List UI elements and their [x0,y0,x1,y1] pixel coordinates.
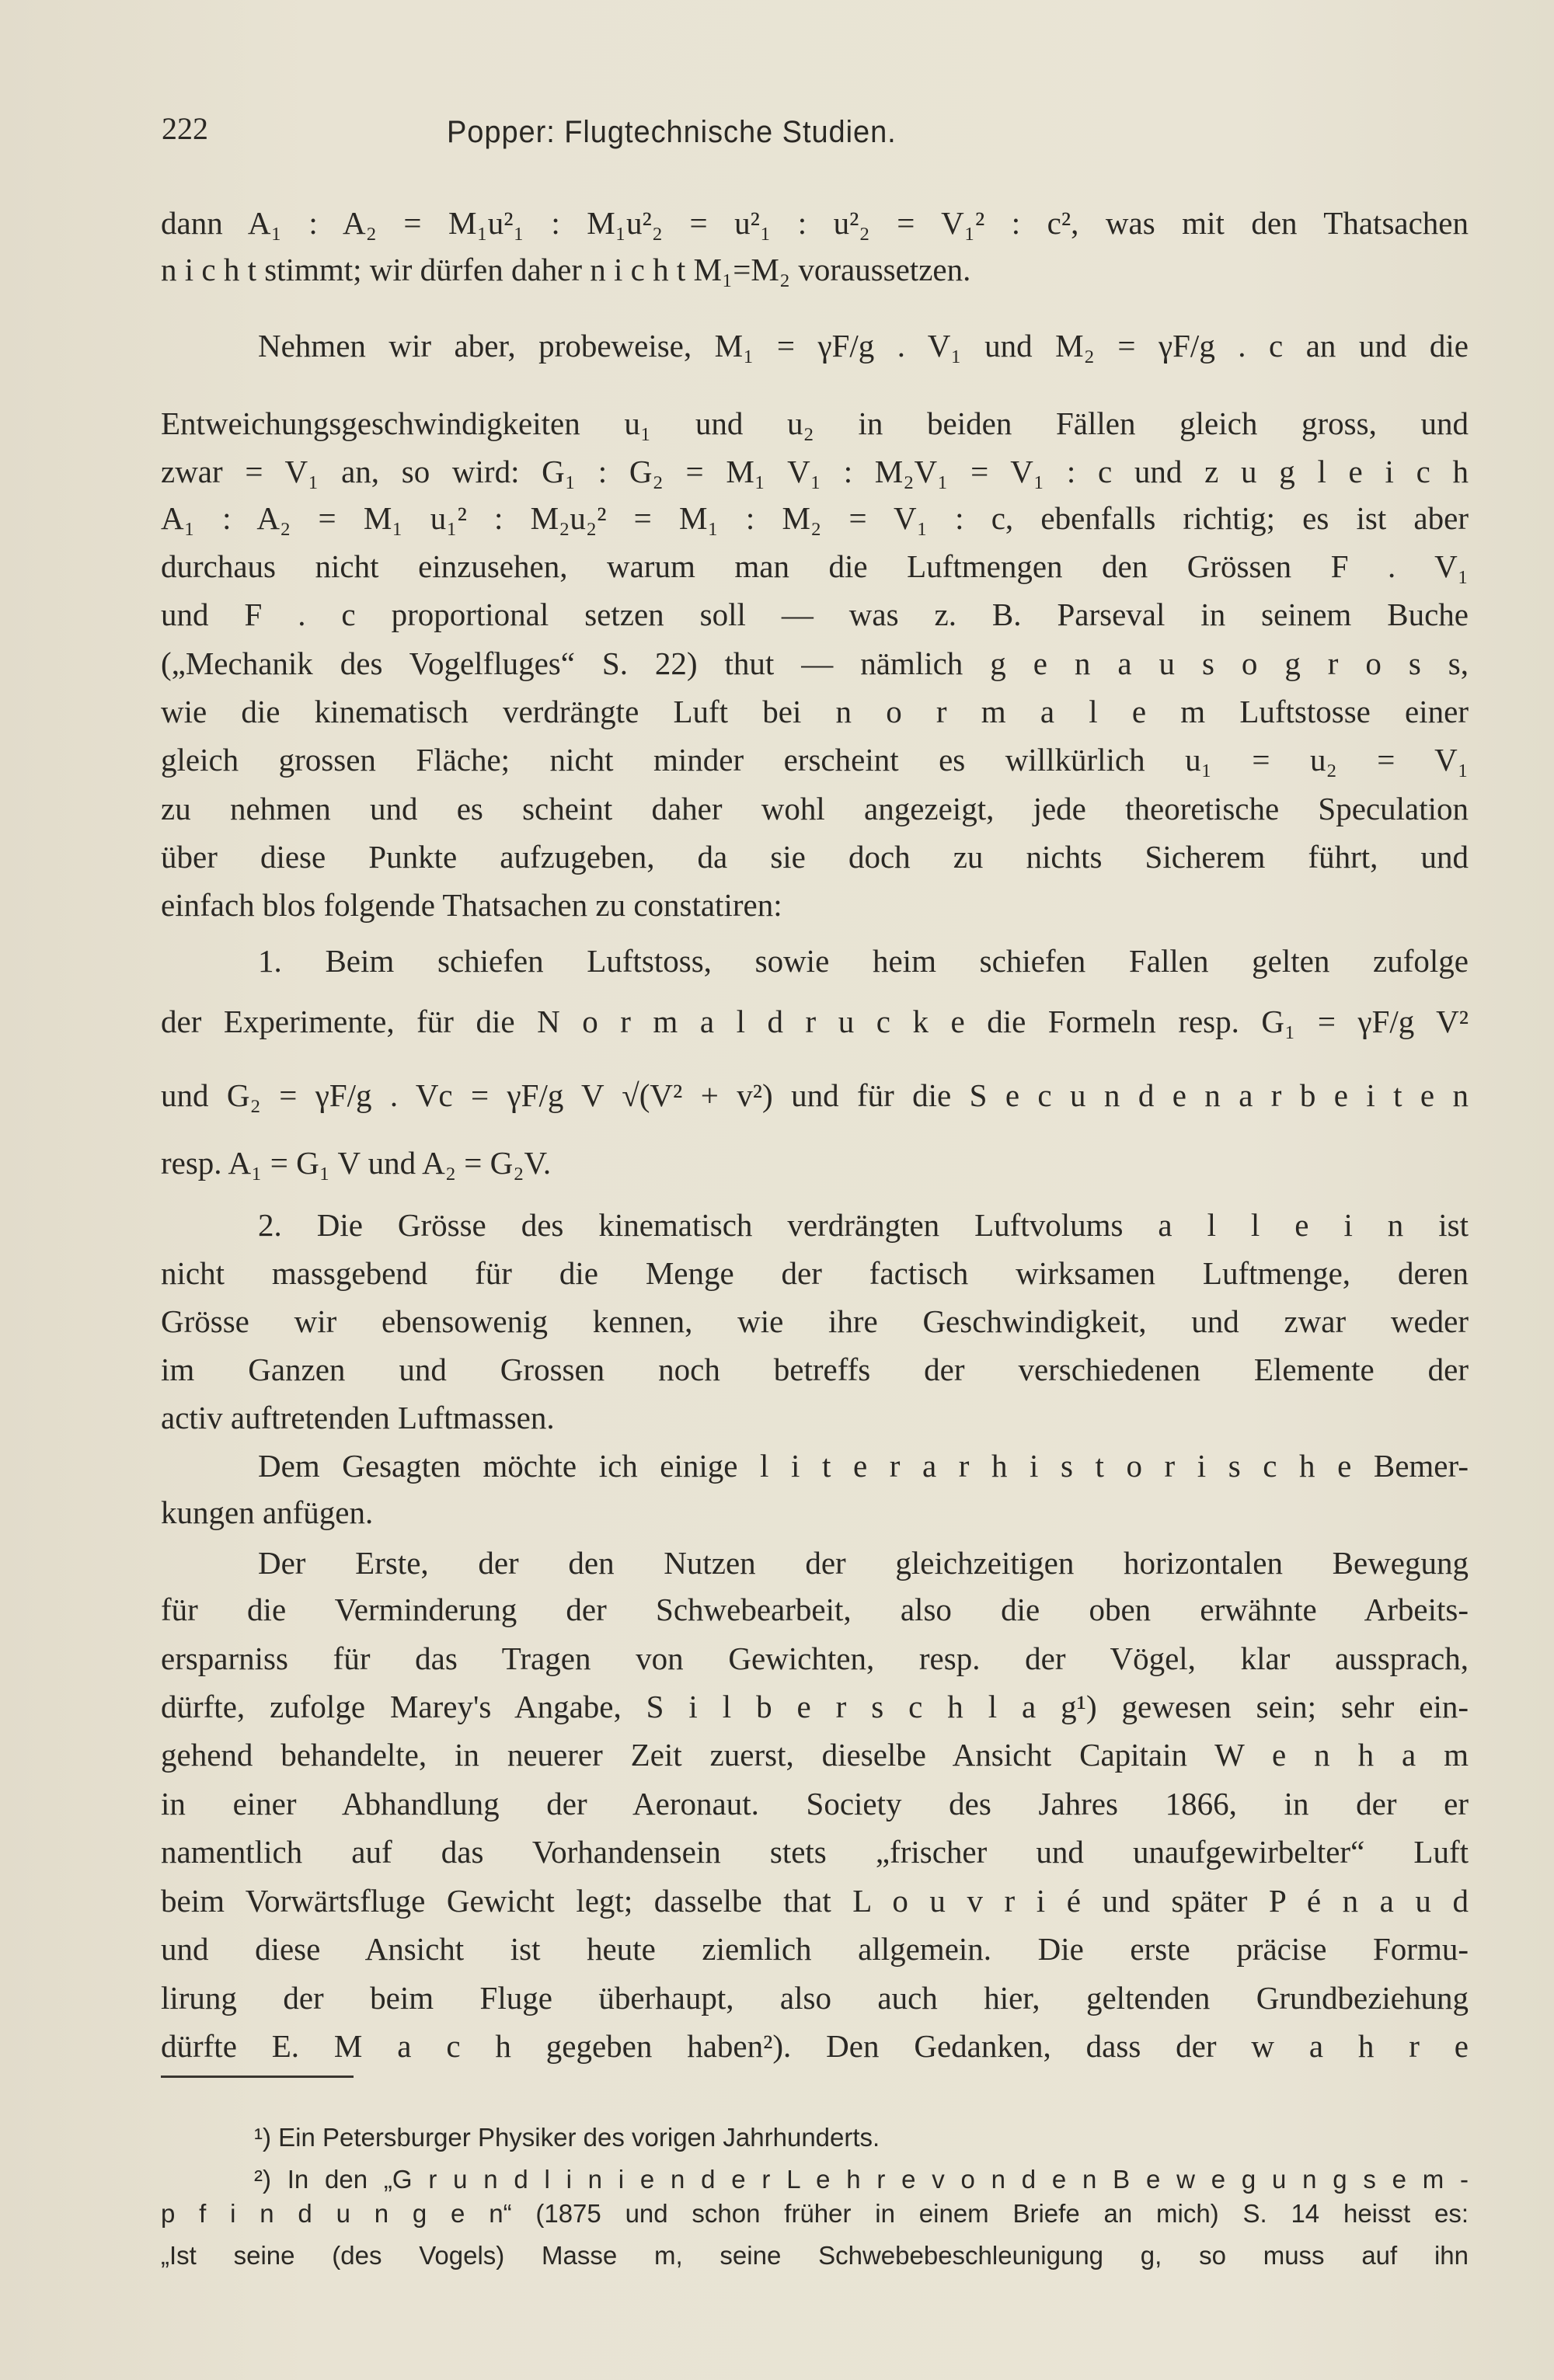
text-line: wie die kinematisch verdrängte Luft bei n o r m a l e m Luftstosse einer [161,694,1469,729]
text-line: über diese Punkte aufzugeben, da sie doch zu nichts Sicherem führt, und [161,839,1469,875]
text-line: gleich grossen Fläche; nicht minder erscheint es willkürlich u₁ = u₂ = V₁ [161,742,1469,778]
footnote-rule [161,2076,354,2078]
text-line: ersparniss für das Tragen von Gewichten, resp. der Vögel, klar aussprach, [161,1641,1469,1676]
text-line: dann A₁ : A₂ = M₁u²₁ : M₁u²₂ = u²₁ : u²₂ = V₁² : c², was mit den Thatsachen [161,205,1469,241]
text-line: gehend behandelte, in neuerer Zeit zuerst, dieselbe Ansicht Capitain W e n h a m [161,1737,1469,1773]
footnote-line: ²) In den „G r u n d l i n i e n d e r L e h r e v o n d e n B e w e g u n g s e m - [254,2165,1469,2194]
text-line: lirung der beim Fluge überhaupt, also auch hier, geltenden Grundbeziehung [161,1980,1469,2016]
text-line: A₁ : A₂ = M₁ u₁² : M₂u₂² = M₁ : M₂ = V₁ : c, ebenfalls richtig; es ist aber [161,500,1469,536]
footnote-line: „Ist seine (des Vogels) Masse m, seine Schwebebeschleunigung g, so muss auf ihn [161,2241,1469,2270]
text-line: n i c h t stimmt; wir dürfen daher n i c h t M₁=M₂ voraussetzen. [161,252,971,287]
text-line: Nehmen wir aber, probeweise, M₁ = γF/g . V₁ und M₂ = γF/g . c an und die [258,328,1469,364]
text-line: Der Erste, der den Nutzen der gleichzeitigen horizontalen Bewegung [258,1545,1469,1581]
running-title: Popper: Flugtechnische Studien. [447,115,897,149]
text-line: 1. Beim schiefen Luftstoss, sowie heim schiefen Fallen gelten zufolge [258,943,1469,979]
text-line: für die Verminderung der Schwebearbeit, also die oben erwähnte Arbeits- [161,1592,1469,1627]
text-line: Grösse wir ebensowenig kennen, wie ihre Geschwindigkeit, und zwar weder [161,1303,1469,1339]
text-line: namentlich auf das Vorhandensein stets „frischer und unaufgewirbelter“ Luft [161,1834,1469,1870]
text-line: dürfte, zufolge Marey's Angabe, S i l b e r s c h l a g¹) gewesen sein; sehr ein- [161,1689,1469,1724]
text-line: einfach blos folgende Thatsachen zu constatiren: [161,887,782,923]
text-line: und F . c proportional setzen soll — was z. B. Parseval in seinem Buche [161,597,1469,632]
text-line: zwar = V₁ an, so wird: G₁ : G₂ = M₁ V₁ : M₂V₁ = V₁ : c und z u g l e i c h [161,454,1469,489]
text-line: activ auftretenden Luftmassen. [161,1400,555,1435]
text-line: beim Vorwärtsfluge Gewicht legt; dasselbe that L o u v r i é und später P é n a u d [161,1883,1469,1919]
text-line: nicht massgebend für die Menge der factisch wirksamen Luftmenge, deren [161,1255,1469,1291]
text-line: dürfte E. M a c h gegeben haben²). Den Gedanken, dass der w a h r e [161,2028,1469,2064]
text-line: und G₂ = γF/g . Vc = γF/g V √(V² + v²) und für die S e c u n d e n a r b e i t e n [161,1077,1469,1113]
text-line: und diese Ansicht ist heute ziemlich allgemein. Die erste präcise Formu- [161,1931,1469,1967]
text-line: durchaus nicht einzusehen, warum man die Luftmengen den Grössen F . V₁ [161,548,1469,584]
text-line: im Ganzen und Grossen noch betreffs der verschiedenen Elemente der [161,1352,1469,1387]
text-line: kungen anfügen. [161,1494,374,1530]
page-number: 222 [162,111,208,146]
text-line: der Experimente, für die N o r m a l d r u c k e die Formeln resp. G₁ = γF/g V² [161,1004,1469,1039]
footnote-line: ¹) Ein Petersburger Physiker des vorigen Jahrhunderts. [254,2123,880,2152]
text-line: zu nehmen und es scheint daher wohl angezeigt, jede theoretische Speculation [161,791,1469,826]
footnote-line: p f i n d u n g e n“ (1875 und schon früher in einem Briefe an mich) S. 14 heisst es: [161,2199,1469,2228]
text-line: („Mechanik des Vogelfluges“ S. 22) thut — nämlich g e n a u s o g r o s s, [161,645,1469,681]
text-line: Dem Gesagten möchte ich einige l i t e r a r h i s t o r i s c h e Bemer- [258,1448,1469,1484]
text-line: 2. Die Grösse des kinematisch verdrängten Luftvolums a l l e i n ist [258,1207,1469,1243]
text-line: in einer Abhandlung der Aeronaut. Society des Jahres 1866, in der er [161,1786,1469,1822]
text-line: Entweichungsgeschwindigkeiten u₁ und u₂ in beiden Fällen gleich gross, und [161,405,1469,441]
text-line: resp. A₁ = G₁ V und A₂ = G₂V. [161,1145,552,1181]
